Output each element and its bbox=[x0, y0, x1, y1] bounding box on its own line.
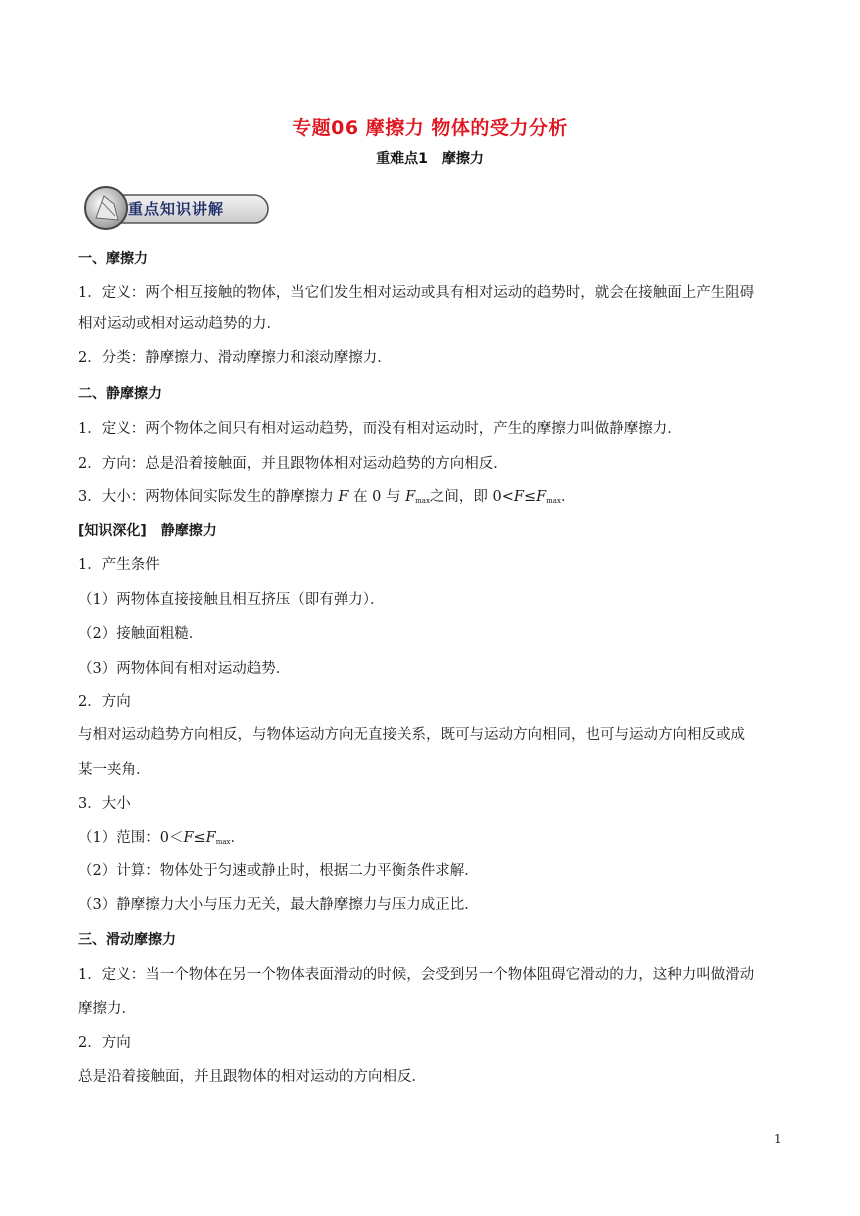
text-run: ≤ bbox=[523, 489, 537, 505]
text-run: 3．大小：两物体间实际发生的静摩擦力 bbox=[78, 489, 339, 505]
paragraph-line: （3）静摩擦力大小与压力无关，最大静摩擦力与压力成正比． bbox=[78, 897, 479, 913]
paragraph-line: 1．定义：当一个物体在另一个物体表面滑动的时候，会受到另一个物体阻碍它滑动的力，这种力叫做滑动 bbox=[78, 967, 755, 983]
paragraph-line: （1）两物体直接接触且相互挤压（即有弹力）． bbox=[78, 592, 385, 608]
text-run: （1）范围：0＜ bbox=[78, 830, 184, 846]
paragraph-line: 摩擦力． bbox=[78, 1001, 136, 1017]
text-run: ． bbox=[230, 830, 245, 846]
symbol-F: F bbox=[205, 830, 216, 846]
paragraph-line: 1．产生条件 bbox=[78, 557, 160, 573]
text-run: ≤ bbox=[193, 830, 206, 846]
formula-line bbox=[78, 827, 245, 850]
symbol-F: F bbox=[405, 489, 416, 505]
paragraph-line: （3）两物体间有相对运动趋势． bbox=[78, 661, 291, 677]
paragraph-line: 1．定义：两个物体之间只有相对运动趋势，而没有相对运动时，产生的摩擦力叫做静摩擦力． bbox=[78, 421, 682, 437]
text-run: 在 0 与 bbox=[348, 489, 406, 505]
symbol-F: F bbox=[513, 489, 524, 505]
section-subtitle: 重难点1 摩擦力 bbox=[376, 151, 484, 167]
key-knowledge-banner bbox=[82, 182, 272, 234]
symbol-F: F bbox=[536, 489, 547, 505]
paragraph-line: 1．定义：两个相互接触的物体，当它们发生相对运动或具有相对运动的趋势时，就会在接触面上产生阻碍 bbox=[78, 285, 755, 301]
formula-line bbox=[78, 486, 575, 509]
heading-friction: 一、摩擦力 bbox=[78, 251, 148, 267]
subscript-max: max bbox=[415, 497, 430, 505]
text-run: 之间，即 0< bbox=[429, 489, 514, 505]
document-title: 专题06 摩擦力 物体的受力分析 bbox=[292, 117, 568, 139]
paragraph-line: 2．方向 bbox=[78, 694, 131, 710]
symbol-F: F bbox=[183, 830, 194, 846]
paragraph-line: 总是沿着接触面，并且跟物体的相对运动的方向相反． bbox=[78, 1069, 426, 1085]
symbol-F: F bbox=[338, 489, 349, 505]
banner-text: 重点知识讲解 bbox=[128, 200, 225, 218]
knowledge-deepening-heading: [知识深化] 静摩擦力 bbox=[78, 523, 217, 539]
paragraph-line: 2．分类：静摩擦力、滑动摩擦力和滚动摩擦力． bbox=[78, 350, 392, 366]
paragraph-line: 与相对运动趋势方向相反，与物体运动方向无直接关系，既可与运动方向相同，也可与运动方向相反或成 bbox=[78, 727, 745, 743]
paragraph-line: 某一夹角． bbox=[78, 762, 151, 778]
subscript-max: max bbox=[215, 838, 231, 846]
paragraph-line: 2．方向 bbox=[78, 1035, 131, 1051]
paragraph-line: 相对运动或相对运动趋势的力． bbox=[78, 316, 281, 332]
heading-static-friction: 二、静摩擦力 bbox=[78, 386, 162, 402]
paragraph-line: 2．方向：总是沿着接触面，并且跟物体相对运动趋势的方向相反． bbox=[78, 456, 508, 472]
paragraph-line: （2）计算：物体处于匀速或静止时，根据二力平衡条件求解． bbox=[78, 863, 479, 879]
paragraph-line: （2）接触面粗糙． bbox=[78, 626, 204, 642]
subscript-max: max bbox=[546, 497, 561, 505]
paragraph-line: 3．大小 bbox=[78, 796, 131, 812]
heading-sliding-friction: 三、滑动摩擦力 bbox=[78, 932, 176, 948]
text-run: ． bbox=[560, 489, 576, 505]
page-number: 1 bbox=[774, 1132, 782, 1146]
